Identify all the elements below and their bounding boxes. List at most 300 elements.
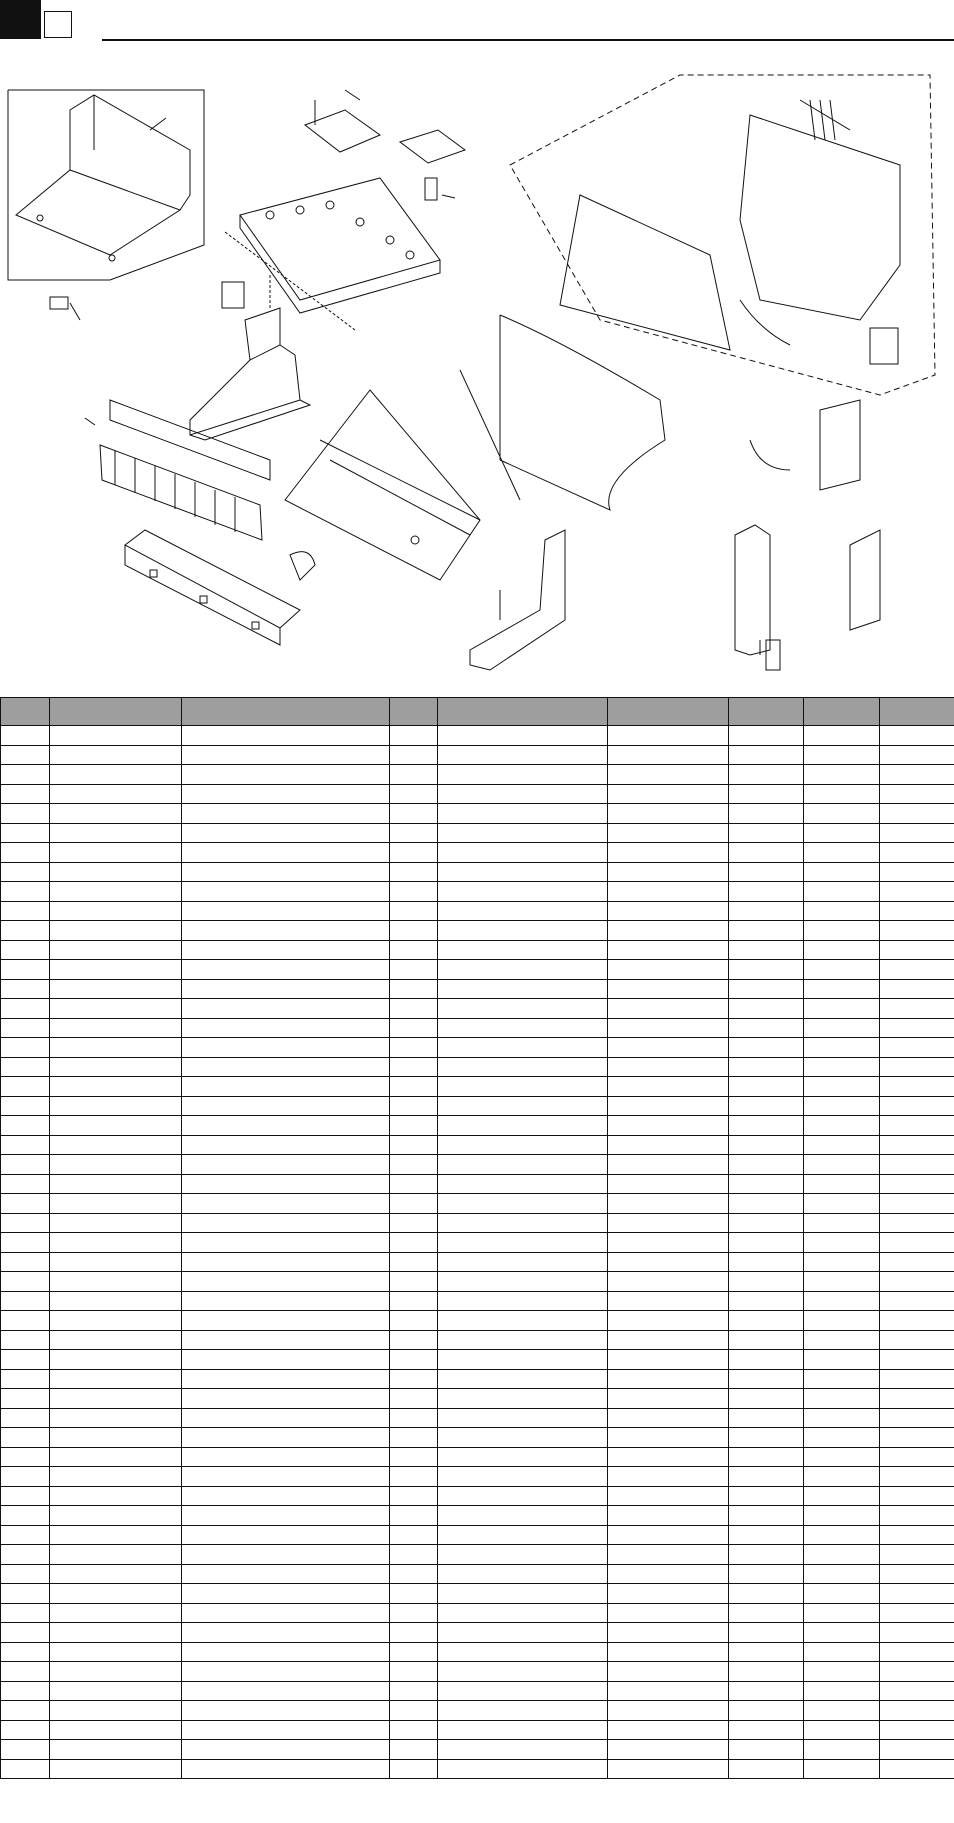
table-cell bbox=[1, 940, 50, 960]
table-cell bbox=[50, 999, 182, 1019]
table-row bbox=[1, 1311, 954, 1331]
table-cell bbox=[880, 1486, 954, 1506]
table-cell bbox=[608, 1194, 729, 1214]
table-cell bbox=[608, 1408, 729, 1428]
col-header bbox=[390, 698, 438, 726]
table-cell bbox=[182, 1720, 390, 1740]
table-cell bbox=[390, 1740, 438, 1760]
table-cell bbox=[50, 882, 182, 902]
table-cell bbox=[182, 1603, 390, 1623]
col-header bbox=[729, 698, 804, 726]
table-cell bbox=[438, 1662, 608, 1682]
table-row bbox=[1, 1330, 954, 1350]
table-cell bbox=[438, 1272, 608, 1292]
table-cell bbox=[1, 843, 50, 863]
table-cell bbox=[729, 1311, 804, 1331]
fitting bbox=[50, 297, 80, 320]
table-cell bbox=[880, 882, 954, 902]
table-cell bbox=[880, 1096, 954, 1116]
table-cell bbox=[438, 1545, 608, 1565]
table-row bbox=[1, 862, 954, 882]
table-cell bbox=[804, 1408, 880, 1428]
col-header bbox=[438, 698, 608, 726]
table-cell bbox=[880, 1213, 954, 1233]
table-cell bbox=[390, 823, 438, 843]
table-cell bbox=[438, 1467, 608, 1487]
table-cell bbox=[50, 1720, 182, 1740]
table-cell bbox=[390, 1428, 438, 1448]
table-cell bbox=[182, 745, 390, 765]
table-row bbox=[1, 882, 954, 902]
table-cell bbox=[50, 765, 182, 785]
table-cell bbox=[182, 1525, 390, 1545]
table-cell bbox=[608, 1174, 729, 1194]
table-cell bbox=[1, 1233, 50, 1253]
table-row bbox=[1, 1018, 954, 1038]
table-cell bbox=[608, 862, 729, 882]
table-cell bbox=[438, 1096, 608, 1116]
table-cell bbox=[804, 1330, 880, 1350]
table-cell bbox=[804, 1545, 880, 1565]
table-cell bbox=[1, 921, 50, 941]
table-cell bbox=[729, 1525, 804, 1545]
table-cell bbox=[50, 1759, 182, 1779]
curved-panel bbox=[460, 315, 665, 510]
table-cell bbox=[438, 1213, 608, 1233]
table-cell bbox=[804, 940, 880, 960]
table-cell bbox=[182, 1233, 390, 1253]
table-row bbox=[1, 1525, 954, 1545]
table-row bbox=[1, 1077, 954, 1097]
table-cell bbox=[729, 1233, 804, 1253]
table-cell bbox=[729, 1720, 804, 1740]
table-cell bbox=[182, 765, 390, 785]
table-cell bbox=[1, 1564, 50, 1584]
table-cell bbox=[608, 1389, 729, 1409]
table-cell bbox=[438, 1018, 608, 1038]
table-cell bbox=[50, 1564, 182, 1584]
connector-bracket bbox=[400, 130, 465, 200]
section-black-box bbox=[0, 0, 41, 39]
table-row bbox=[1, 940, 954, 960]
table-row bbox=[1, 1252, 954, 1272]
table-cell bbox=[50, 1525, 182, 1545]
valve-bank bbox=[85, 400, 270, 540]
table-cell bbox=[1, 1018, 50, 1038]
table-cell bbox=[880, 1681, 954, 1701]
table-cell bbox=[390, 1486, 438, 1506]
table-cell bbox=[1, 1389, 50, 1409]
table-cell bbox=[1, 901, 50, 921]
table-cell bbox=[50, 1174, 182, 1194]
table-cell bbox=[1, 1194, 50, 1214]
table-cell bbox=[729, 1038, 804, 1058]
table-cell bbox=[804, 1350, 880, 1370]
table-cell bbox=[608, 979, 729, 999]
table-row bbox=[1, 765, 954, 785]
table-row bbox=[1, 1272, 954, 1292]
table-cell bbox=[608, 1467, 729, 1487]
table-row bbox=[1, 1428, 954, 1448]
table-cell bbox=[390, 1194, 438, 1214]
table-cell bbox=[880, 1506, 954, 1526]
table-cell bbox=[729, 1096, 804, 1116]
table-cell bbox=[390, 1623, 438, 1643]
table-cell bbox=[608, 1525, 729, 1545]
table-cell bbox=[390, 1174, 438, 1194]
table-cell bbox=[880, 1662, 954, 1682]
table-cell bbox=[1, 1155, 50, 1175]
table-cell bbox=[804, 1740, 880, 1760]
table-cell bbox=[438, 726, 608, 746]
table-cell bbox=[729, 1408, 804, 1428]
table-cell bbox=[804, 979, 880, 999]
table-cell bbox=[390, 1603, 438, 1623]
table-cell bbox=[390, 1584, 438, 1604]
table-cell bbox=[608, 823, 729, 843]
table-cell bbox=[438, 940, 608, 960]
table-cell bbox=[804, 1428, 880, 1448]
table-cell bbox=[608, 1330, 729, 1350]
table-cell bbox=[804, 1272, 880, 1292]
table-cell bbox=[880, 745, 954, 765]
table-cell bbox=[880, 1350, 954, 1370]
table-cell bbox=[804, 1447, 880, 1467]
table-cell bbox=[50, 1545, 182, 1565]
table-cell bbox=[182, 1213, 390, 1233]
table-cell bbox=[390, 784, 438, 804]
table-cell bbox=[1, 1213, 50, 1233]
table-cell bbox=[1, 1311, 50, 1331]
table-cell bbox=[608, 1311, 729, 1331]
table-cell bbox=[804, 1311, 880, 1331]
table-cell bbox=[390, 940, 438, 960]
table-cell bbox=[182, 1389, 390, 1409]
table-cell bbox=[729, 1213, 804, 1233]
table-cell bbox=[880, 1545, 954, 1565]
table-cell bbox=[390, 1701, 438, 1721]
table-cell bbox=[50, 1350, 182, 1370]
table-cell bbox=[880, 1428, 954, 1448]
table-cell bbox=[438, 1252, 608, 1272]
table-cell bbox=[729, 1467, 804, 1487]
table-cell bbox=[182, 1467, 390, 1487]
table-cell bbox=[608, 1603, 729, 1623]
table-cell bbox=[729, 1564, 804, 1584]
table-cell bbox=[1, 726, 50, 746]
parts-list-table bbox=[0, 697, 954, 1779]
table-cell bbox=[1, 862, 50, 882]
table-cell bbox=[1, 1116, 50, 1136]
table-cell bbox=[880, 726, 954, 746]
table-cell bbox=[608, 1135, 729, 1155]
table-cell bbox=[182, 726, 390, 746]
table-cell bbox=[729, 862, 804, 882]
table-row bbox=[1, 804, 954, 824]
table-cell bbox=[804, 1155, 880, 1175]
table-row bbox=[1, 1584, 954, 1604]
table-cell bbox=[50, 1389, 182, 1409]
table-row bbox=[1, 1564, 954, 1584]
table-cell bbox=[50, 1057, 182, 1077]
table-cell bbox=[50, 1311, 182, 1331]
table-cell bbox=[880, 1330, 954, 1350]
table-cell bbox=[1, 1252, 50, 1272]
table-cell bbox=[390, 843, 438, 863]
table-row bbox=[1, 1467, 954, 1487]
table-cell bbox=[880, 1311, 954, 1331]
table-cell bbox=[729, 823, 804, 843]
table-cell bbox=[1, 1057, 50, 1077]
table-cell bbox=[390, 979, 438, 999]
table-cell bbox=[1, 1350, 50, 1370]
table-cell bbox=[438, 901, 608, 921]
table-cell bbox=[608, 1584, 729, 1604]
table-cell bbox=[880, 921, 954, 941]
table-cell bbox=[182, 921, 390, 941]
table-cell bbox=[438, 882, 608, 902]
table-cell bbox=[608, 843, 729, 863]
table-cell bbox=[880, 1623, 954, 1643]
table-row bbox=[1, 1740, 954, 1760]
table-cell bbox=[438, 1408, 608, 1428]
table-cell bbox=[438, 1447, 608, 1467]
table-cell bbox=[390, 1311, 438, 1331]
table-cell bbox=[1, 1720, 50, 1740]
table-cell bbox=[880, 784, 954, 804]
table-cell bbox=[880, 1720, 954, 1740]
table-cell bbox=[438, 765, 608, 785]
table-cell bbox=[182, 1116, 390, 1136]
table-cell bbox=[50, 1408, 182, 1428]
table-cell bbox=[729, 960, 804, 980]
table-cell bbox=[1, 1272, 50, 1292]
table-cell bbox=[182, 999, 390, 1019]
table-cell bbox=[50, 1662, 182, 1682]
table-cell bbox=[608, 1506, 729, 1526]
table-cell bbox=[729, 1350, 804, 1370]
table-row bbox=[1, 1662, 954, 1682]
table-cell bbox=[50, 823, 182, 843]
front-cover bbox=[125, 530, 300, 645]
table-cell bbox=[50, 1252, 182, 1272]
table-row bbox=[1, 979, 954, 999]
table-cell bbox=[438, 960, 608, 980]
table-cell bbox=[729, 765, 804, 785]
table-cell bbox=[390, 1018, 438, 1038]
table-row bbox=[1, 1369, 954, 1389]
table-cell bbox=[390, 1389, 438, 1409]
table-cell bbox=[182, 1311, 390, 1331]
table-cell bbox=[1, 1681, 50, 1701]
table-cell bbox=[880, 1408, 954, 1428]
table-cell bbox=[608, 1116, 729, 1136]
table-cell bbox=[390, 999, 438, 1019]
table-cell bbox=[438, 1428, 608, 1448]
table-cell bbox=[804, 1603, 880, 1623]
table-cell bbox=[804, 1135, 880, 1155]
table-cell bbox=[182, 1506, 390, 1526]
table-cell bbox=[438, 1155, 608, 1175]
table-cell bbox=[1, 1486, 50, 1506]
table-cell bbox=[804, 1077, 880, 1097]
table-cell bbox=[50, 1701, 182, 1721]
table-cell bbox=[1, 1077, 50, 1097]
table-cell bbox=[182, 1564, 390, 1584]
table-cell bbox=[182, 1291, 390, 1311]
table-cell bbox=[880, 1584, 954, 1604]
table-cell bbox=[50, 1116, 182, 1136]
table-cell bbox=[182, 784, 390, 804]
table-cell bbox=[50, 1077, 182, 1097]
table-cell bbox=[1, 960, 50, 980]
table-cell bbox=[1, 1545, 50, 1565]
table-cell bbox=[804, 745, 880, 765]
table-cell bbox=[608, 1057, 729, 1077]
table-cell bbox=[880, 1233, 954, 1253]
table-row bbox=[1, 1350, 954, 1370]
table-cell bbox=[438, 1369, 608, 1389]
table-cell bbox=[880, 1740, 954, 1760]
table-cell bbox=[804, 1096, 880, 1116]
table-cell bbox=[50, 1233, 182, 1253]
table-cell bbox=[608, 882, 729, 902]
table-cell bbox=[608, 1447, 729, 1467]
table-cell bbox=[50, 804, 182, 824]
upper-right-assembly bbox=[510, 75, 935, 395]
table-cell bbox=[804, 1038, 880, 1058]
table-cell bbox=[608, 1350, 729, 1370]
table-cell bbox=[390, 1720, 438, 1740]
col-header bbox=[608, 698, 729, 726]
table-cell bbox=[729, 1759, 804, 1779]
table-cell bbox=[50, 1194, 182, 1214]
table-cell bbox=[390, 804, 438, 824]
table-cell bbox=[608, 1077, 729, 1097]
table-cell bbox=[804, 765, 880, 785]
table-row bbox=[1, 745, 954, 765]
table-cell bbox=[804, 1389, 880, 1409]
table-row bbox=[1, 1213, 954, 1233]
table-cell bbox=[438, 1330, 608, 1350]
table-cell bbox=[438, 804, 608, 824]
table-row bbox=[1, 999, 954, 1019]
table-cell bbox=[390, 1038, 438, 1058]
table-cell bbox=[804, 1662, 880, 1682]
table-row bbox=[1, 1486, 954, 1506]
table-cell bbox=[880, 1525, 954, 1545]
table-cell bbox=[804, 882, 880, 902]
table-cell bbox=[804, 1213, 880, 1233]
table-cell bbox=[438, 1623, 608, 1643]
table-cell bbox=[438, 1642, 608, 1662]
table-cell bbox=[438, 1701, 608, 1721]
table-cell bbox=[804, 999, 880, 1019]
table-cell bbox=[804, 843, 880, 863]
table-row bbox=[1, 1291, 954, 1311]
table-cell bbox=[729, 745, 804, 765]
table-cell bbox=[804, 726, 880, 746]
table-cell bbox=[729, 901, 804, 921]
table-cell bbox=[729, 1291, 804, 1311]
table-cell bbox=[729, 1252, 804, 1272]
table-cell bbox=[729, 1701, 804, 1721]
table-cell bbox=[804, 960, 880, 980]
table-cell bbox=[1, 804, 50, 824]
vertical-bracket bbox=[735, 525, 780, 670]
table-row bbox=[1, 1174, 954, 1194]
table-cell bbox=[438, 1194, 608, 1214]
table-cell bbox=[438, 1506, 608, 1526]
table-cell bbox=[182, 1057, 390, 1077]
table-cell bbox=[1, 765, 50, 785]
table-cell bbox=[804, 1252, 880, 1272]
table-cell bbox=[182, 1135, 390, 1155]
table-cell bbox=[438, 1174, 608, 1194]
table-cell bbox=[438, 1311, 608, 1331]
table-row bbox=[1, 1038, 954, 1058]
table-cell bbox=[1, 979, 50, 999]
table-cell bbox=[804, 1642, 880, 1662]
table-cell bbox=[390, 1350, 438, 1370]
table-row bbox=[1, 1389, 954, 1409]
table-cell bbox=[390, 1116, 438, 1136]
table-cell bbox=[438, 843, 608, 863]
table-cell bbox=[390, 1213, 438, 1233]
header-rule bbox=[102, 39, 954, 41]
table-cell bbox=[729, 1681, 804, 1701]
table-cell bbox=[390, 1662, 438, 1682]
table-cell bbox=[729, 882, 804, 902]
table-cell bbox=[390, 1077, 438, 1097]
table-cell bbox=[608, 1740, 729, 1760]
table-cell bbox=[1, 1642, 50, 1662]
table-cell bbox=[390, 1135, 438, 1155]
table-cell bbox=[1, 1662, 50, 1682]
table-cell bbox=[390, 1506, 438, 1526]
table-cell bbox=[608, 1272, 729, 1292]
table-cell bbox=[390, 726, 438, 746]
table-cell bbox=[880, 1038, 954, 1058]
table-cell bbox=[608, 1720, 729, 1740]
table-cell bbox=[438, 1564, 608, 1584]
table-cell bbox=[1, 1330, 50, 1350]
table-cell bbox=[182, 1740, 390, 1760]
top-plate bbox=[305, 90, 380, 152]
table-cell bbox=[50, 1447, 182, 1467]
table-cell bbox=[182, 1155, 390, 1175]
table-cell bbox=[438, 979, 608, 999]
table-header-row bbox=[1, 698, 954, 726]
table-cell bbox=[1, 1038, 50, 1058]
table-cell bbox=[880, 1291, 954, 1311]
table-cell bbox=[438, 784, 608, 804]
table-cell bbox=[438, 1057, 608, 1077]
table-cell bbox=[390, 1564, 438, 1584]
table-cell bbox=[1, 1740, 50, 1760]
table-cell bbox=[608, 1545, 729, 1565]
table-cell bbox=[608, 1701, 729, 1721]
table-cell bbox=[729, 1389, 804, 1409]
table-row bbox=[1, 1408, 954, 1428]
table-cell bbox=[880, 823, 954, 843]
table-cell bbox=[729, 999, 804, 1019]
table-cell bbox=[608, 1681, 729, 1701]
table-row bbox=[1, 921, 954, 941]
table-cell bbox=[182, 901, 390, 921]
table-cell bbox=[880, 1077, 954, 1097]
table-cell bbox=[182, 1174, 390, 1194]
